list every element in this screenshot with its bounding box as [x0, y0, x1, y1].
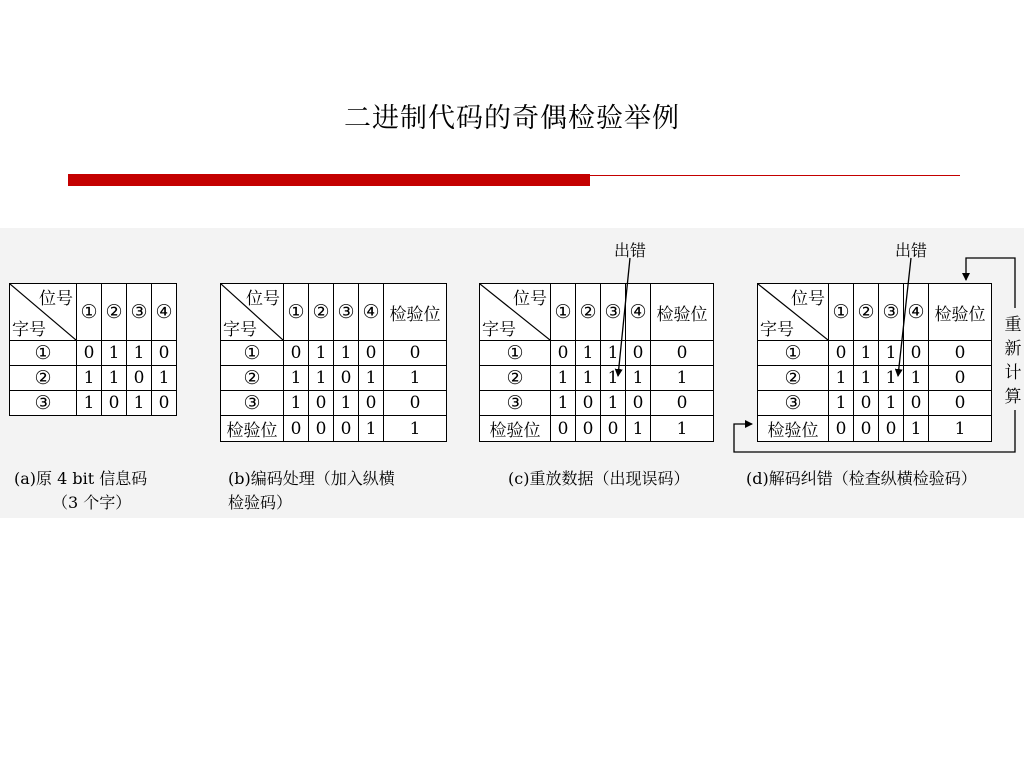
error-label-d: 出错 — [895, 241, 928, 260]
cell: 0 — [309, 416, 334, 442]
col-head-1: ① — [284, 284, 309, 341]
corner-word-no-label: 字号 — [12, 320, 46, 340]
cell: 1 — [309, 341, 334, 366]
cell: 1 — [626, 416, 651, 442]
row-head-3: ③ — [221, 391, 284, 416]
col-head-2: ② — [854, 284, 879, 341]
check-cell: 1 — [384, 416, 447, 442]
cell: 0 — [152, 391, 177, 416]
cell: 0 — [576, 416, 601, 442]
cell: 0 — [854, 416, 879, 442]
row-head-2: ② — [221, 366, 284, 391]
recalc-arrow-down — [734, 410, 1015, 452]
cell: 1 — [102, 366, 127, 391]
caption-d: (d)解码纠错（检查纵横检验码） — [746, 469, 977, 488]
row-head-1: ① — [221, 341, 284, 366]
cell: 1 — [854, 341, 879, 366]
error-arrow-d — [898, 258, 911, 376]
cell: 1 — [102, 341, 127, 366]
check-cell: 0 — [384, 391, 447, 416]
cell: 0 — [359, 341, 384, 366]
cell: 1 — [904, 366, 929, 391]
col-head-3: ③ — [334, 284, 359, 341]
col-head-4: ④ — [359, 284, 384, 341]
recalc-char: 计 — [1004, 363, 1022, 383]
cell: 0 — [904, 391, 929, 416]
cell: 1 — [904, 416, 929, 442]
cell: 1 — [284, 366, 309, 391]
check-cell: 0 — [929, 341, 992, 366]
cell: 0 — [829, 416, 854, 442]
cell: 0 — [879, 416, 904, 442]
check-cell: 0 — [384, 341, 447, 366]
col-head-4: ④ — [152, 284, 177, 341]
cell: 0 — [576, 391, 601, 416]
cell: 1 — [551, 366, 576, 391]
row-head-1: ① — [758, 341, 829, 366]
cell: 1 — [551, 391, 576, 416]
cell: 1 — [601, 391, 626, 416]
cell: 0 — [829, 341, 854, 366]
cell: 0 — [77, 341, 102, 366]
corner-word-no-label: 字号 — [482, 320, 516, 340]
cell: 0 — [284, 341, 309, 366]
col-head-1: ① — [77, 284, 102, 341]
check-row-head: 检验位 — [221, 416, 284, 442]
row-head-2: ② — [10, 366, 77, 391]
recalc-char: 算 — [1004, 387, 1022, 407]
row-head-3: ③ — [758, 391, 829, 416]
col-head-4: ④ — [626, 284, 651, 341]
row-head-3: ③ — [10, 391, 77, 416]
cell: 1 — [879, 341, 904, 366]
check-cell: 1 — [929, 416, 992, 442]
cell: 1 — [854, 366, 879, 391]
cell: 1 — [127, 341, 152, 366]
check-col-head: 检验位 — [929, 284, 992, 341]
caption-b-line1: (b)编码处理（加入纵横 — [228, 469, 395, 488]
corner-bit-pos-label: 位号 — [39, 289, 73, 309]
check-cell: 1 — [651, 416, 714, 442]
caption-b-line2: 检验码） — [228, 493, 293, 512]
col-head-2: ② — [576, 284, 601, 341]
cell: 0 — [334, 416, 359, 442]
cell: 0 — [309, 391, 334, 416]
cell: 1 — [879, 391, 904, 416]
cell: 0 — [626, 391, 651, 416]
check-cell: 1 — [384, 366, 447, 391]
cell: 0 — [284, 416, 309, 442]
corner-bit-pos-label: 位号 — [513, 289, 547, 309]
cell: 0 — [904, 341, 929, 366]
cell: 0 — [102, 391, 127, 416]
row-head-2: ② — [480, 366, 551, 391]
error-label-c: 出错 — [614, 241, 647, 260]
check-cell: 1 — [651, 366, 714, 391]
cell: 0 — [152, 341, 177, 366]
cell-error: 1 — [601, 366, 626, 391]
corner-word-no-label: 字号 — [760, 320, 794, 340]
cell: 1 — [576, 341, 601, 366]
check-row-head: 检验位 — [480, 416, 551, 442]
col-head-1: ① — [829, 284, 854, 341]
cell: 1 — [576, 366, 601, 391]
cell: 0 — [127, 366, 152, 391]
error-arrow-c — [618, 258, 630, 376]
check-col-head: 检验位 — [651, 284, 714, 341]
cell: 1 — [601, 341, 626, 366]
corner-word-no-label: 字号 — [223, 320, 257, 340]
cell: 0 — [334, 366, 359, 391]
col-head-2: ② — [102, 284, 127, 341]
cell-error: 1 — [879, 366, 904, 391]
col-head-3: ③ — [879, 284, 904, 341]
cell: 1 — [284, 391, 309, 416]
caption-a-line2: （3 个字） — [52, 493, 132, 512]
check-cell: 0 — [929, 366, 992, 391]
col-head-4: ④ — [904, 284, 929, 341]
col-head-3: ③ — [127, 284, 152, 341]
corner-bit-pos-label: 位号 — [246, 289, 280, 309]
cell: 1 — [359, 366, 384, 391]
cell: 1 — [334, 391, 359, 416]
cell: 1 — [127, 391, 152, 416]
col-head-2: ② — [309, 284, 334, 341]
row-head-1: ① — [480, 341, 551, 366]
cell: 1 — [152, 366, 177, 391]
cell: 0 — [551, 341, 576, 366]
col-head-1: ① — [551, 284, 576, 341]
recalc-char: 新 — [1004, 339, 1022, 359]
recalc-arrow-up — [966, 258, 1015, 308]
row-head-1: ① — [10, 341, 77, 366]
check-col-head: 检验位 — [384, 284, 447, 341]
slide-title: 二进制代码的奇偶检验举例 — [344, 103, 680, 134]
cell: 1 — [626, 366, 651, 391]
check-cell: 0 — [651, 391, 714, 416]
cell: 1 — [334, 341, 359, 366]
cell: 0 — [626, 341, 651, 366]
cell: 0 — [359, 391, 384, 416]
cell: 0 — [601, 416, 626, 442]
recalc-char: 重 — [1004, 315, 1022, 335]
cell: 1 — [829, 391, 854, 416]
check-row-head: 检验位 — [758, 416, 829, 442]
cell: 0 — [551, 416, 576, 442]
check-cell: 0 — [651, 341, 714, 366]
col-head-3: ③ — [601, 284, 626, 341]
check-cell: 0 — [929, 391, 992, 416]
corner-bit-pos-label: 位号 — [791, 289, 825, 309]
cell: 0 — [854, 391, 879, 416]
cell: 1 — [77, 391, 102, 416]
row-head-3: ③ — [480, 391, 551, 416]
row-head-2: ② — [758, 366, 829, 391]
cell: 1 — [359, 416, 384, 442]
caption-c: (c)重放数据（出现误码） — [508, 469, 690, 488]
cell: 1 — [77, 366, 102, 391]
caption-a-line1: (a)原 4 bit 信息码 — [14, 469, 148, 488]
cell: 1 — [829, 366, 854, 391]
cell: 1 — [309, 366, 334, 391]
